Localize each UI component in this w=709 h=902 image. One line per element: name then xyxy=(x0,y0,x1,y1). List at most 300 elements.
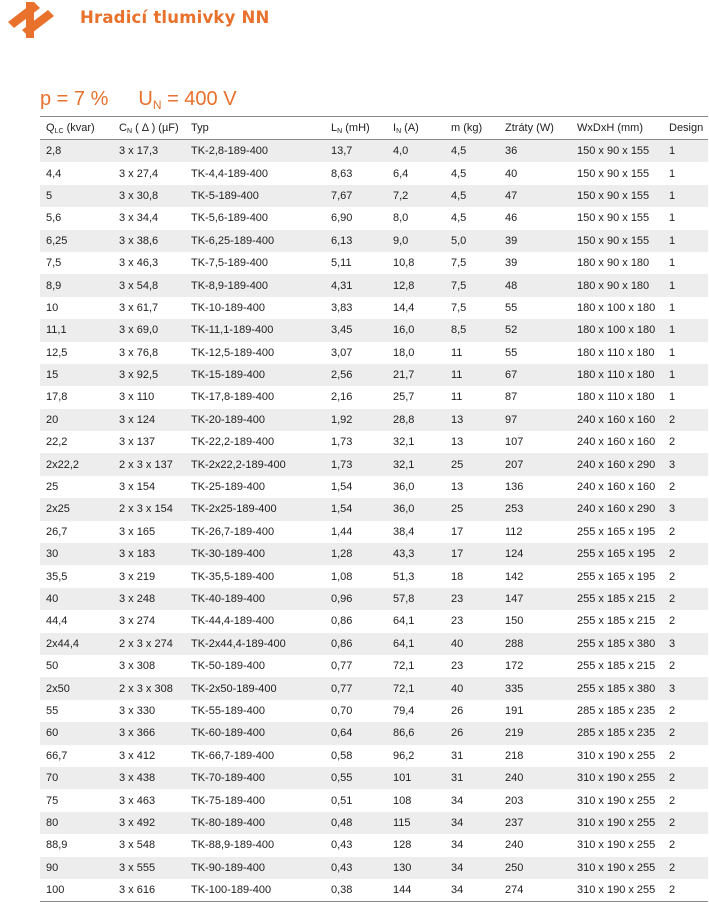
table-cell: 26 xyxy=(445,722,499,744)
table-cell: 60 xyxy=(40,722,113,744)
table-cell: 0,86 xyxy=(331,615,353,628)
table-cell: 25,7 xyxy=(393,391,415,404)
table-cell: TK-50-189-400 xyxy=(191,660,265,673)
table-cell: 285 x 185 x 235 xyxy=(571,722,663,744)
table-cell: 64,1 xyxy=(387,633,445,655)
table-cell: 3 x 154 xyxy=(119,481,156,494)
table-cell: 4,5 xyxy=(445,140,499,163)
table-cell: 8,9 xyxy=(40,274,113,296)
table-cell: 255 x 185 x 215 xyxy=(577,660,656,673)
table-cell: 7,67 xyxy=(325,185,387,207)
table-cell: 255 x 185 x 215 xyxy=(571,588,663,610)
table-cell: 4,5 xyxy=(451,212,467,225)
table-row xyxy=(40,162,708,184)
table-cell: 3 x 463 xyxy=(119,794,156,807)
table-row xyxy=(40,543,708,565)
table-cell: 13 xyxy=(451,481,464,494)
table-cell: 80 xyxy=(40,812,113,834)
table-cell: 240 x 160 x 160 xyxy=(577,436,656,449)
table-cell: 3 x 54,8 xyxy=(113,274,185,296)
table-cell: 3 x 274 xyxy=(119,615,156,628)
column-header-subscript: N xyxy=(126,127,133,135)
table-cell: 144 xyxy=(387,879,445,902)
table-row xyxy=(40,633,708,655)
table-cell: 3,45 xyxy=(325,319,387,341)
table-cell: 48 xyxy=(499,274,571,296)
table-row xyxy=(40,342,708,364)
table-cell: 2 x 3 x 137 xyxy=(113,453,185,475)
table-cell: 3 x 248 xyxy=(113,588,185,610)
table-cell: 250 xyxy=(499,857,571,879)
table-cell: 2 xyxy=(663,409,708,431)
table-cell: 18,0 xyxy=(393,346,415,359)
table-cell: 101 xyxy=(387,767,445,789)
table-row xyxy=(40,655,708,677)
reactor-spec-table xyxy=(40,116,708,902)
table-cell: 3 x 17,3 xyxy=(113,140,185,163)
column-header-subscript: N xyxy=(337,127,343,135)
table-row xyxy=(40,767,708,789)
table-body xyxy=(40,140,708,902)
table-cell: 0,70 xyxy=(331,704,353,717)
table-cell: 25 xyxy=(46,481,59,494)
table-row xyxy=(40,588,708,610)
table-row xyxy=(40,789,708,811)
table-cell: TK-8,9-189-400 xyxy=(185,274,325,296)
table-cell: 67 xyxy=(499,364,571,386)
table-cell: TK-10-189-400 xyxy=(191,301,265,314)
table-cell: 10,8 xyxy=(393,257,415,270)
table-cell: 6,25 xyxy=(40,230,113,252)
table-cell: TK-55-189-400 xyxy=(191,704,265,717)
table-cell: 26 xyxy=(451,704,464,717)
column-header-label: I xyxy=(393,121,397,134)
table-header-row xyxy=(40,117,708,140)
table-cell: 285 x 185 x 235 xyxy=(577,704,656,717)
table-cell: 2,56 xyxy=(325,364,387,386)
table-cell: 25 xyxy=(445,498,499,520)
column-header-label: C xyxy=(119,121,127,134)
column-header-label: Typ xyxy=(191,122,209,134)
table-cell: 86,6 xyxy=(387,722,445,744)
table-cell: 0,51 xyxy=(331,794,353,807)
table-cell: 3 x 34,4 xyxy=(119,212,159,225)
table-cell: 13,7 xyxy=(325,140,387,163)
table-cell: 25 xyxy=(445,453,499,475)
table-cell: 2x25 xyxy=(40,498,113,520)
table-cell: 240 xyxy=(499,767,571,789)
table-cell: TK-60-189-400 xyxy=(185,722,325,744)
table-cell: 40 xyxy=(445,633,499,655)
table-cell: 1 xyxy=(663,364,708,386)
table-cell: 17 xyxy=(445,543,499,565)
column-header xyxy=(445,117,499,140)
table-cell: 2 xyxy=(663,767,708,789)
table-cell: 2 x 3 x 154 xyxy=(113,498,185,520)
table-cell: 240 x 160 x 160 xyxy=(571,409,663,431)
table-cell: 6,13 xyxy=(325,230,387,252)
table-cell: 8,5 xyxy=(445,319,499,341)
table-cell: TK-70-189-400 xyxy=(185,767,325,789)
table-cell: TK-5-189-400 xyxy=(185,185,325,207)
table-cell: TK-25-189-400 xyxy=(191,481,265,494)
table-cell: 2 xyxy=(669,704,676,717)
table-cell: 240 x 160 x 290 xyxy=(571,453,663,475)
table-cell: 150 x 90 x 155 xyxy=(577,167,650,180)
table-cell: TK-2x25-189-400 xyxy=(185,498,325,520)
table-cell: 142 xyxy=(505,570,524,583)
table-cell: 40 xyxy=(40,588,113,610)
table-cell: 310 x 190 x 255 xyxy=(577,749,656,762)
table-cell: 18 xyxy=(451,570,464,583)
table-cell: 36,0 xyxy=(393,481,415,494)
table-cell: 12,8 xyxy=(387,274,445,296)
table-cell: 4,0 xyxy=(387,140,445,163)
table-cell: 2 xyxy=(669,525,676,538)
table-cell: 3 x 616 xyxy=(113,879,185,902)
column-header xyxy=(185,117,325,140)
table-cell: 38,4 xyxy=(393,525,415,538)
table-row xyxy=(40,364,708,386)
table-cell: 2 xyxy=(663,857,708,879)
table-cell: TK-80-189-400 xyxy=(185,812,325,834)
table-cell: 219 xyxy=(499,722,571,744)
table-cell: 1 xyxy=(669,346,676,359)
table-cell: 255 x 165 x 195 xyxy=(571,543,663,565)
table-cell: 21,7 xyxy=(387,364,445,386)
table-cell: 1 xyxy=(663,274,708,296)
table-cell: 7,5 xyxy=(46,257,62,270)
table-cell: 28,8 xyxy=(387,409,445,431)
table-cell: 5,11 xyxy=(331,257,352,270)
table-cell: TK-100-189-400 xyxy=(185,879,325,902)
table-cell: 3 x 69,0 xyxy=(113,319,185,341)
table-cell: 55 xyxy=(505,346,518,359)
table-cell: 2x50 xyxy=(40,677,113,699)
table-cell: 34 xyxy=(451,839,464,852)
table-row xyxy=(40,834,708,856)
table-cell: TK-6,25-189-400 xyxy=(185,230,325,252)
table-row xyxy=(40,252,708,274)
table-cell: TK-17,8-189-400 xyxy=(191,391,275,404)
table-cell: 2 xyxy=(669,839,676,852)
table-cell: 2,8 xyxy=(40,140,113,163)
table-cell: 3 x 38,6 xyxy=(113,230,185,252)
table-row xyxy=(40,386,708,408)
column-header-label: Ztráty (W) xyxy=(505,122,554,134)
table-cell: 22,2 xyxy=(46,436,68,449)
table-cell: 3 x 438 xyxy=(113,767,185,789)
table-cell: 240 x 160 x 160 xyxy=(577,481,656,494)
table-cell: 15 xyxy=(40,364,113,386)
table-cell: 1,92 xyxy=(325,409,387,431)
table-cell: 107 xyxy=(505,436,524,449)
table-cell: 26,7 xyxy=(46,525,68,538)
table-cell: TK-2x50-189-400 xyxy=(185,677,325,699)
table-cell: 5 xyxy=(40,185,113,207)
table-cell: 5,6 xyxy=(46,212,62,225)
table-cell: 50 xyxy=(46,660,59,673)
table-cell: 180 x 90 x 180 xyxy=(571,274,663,296)
table-cell: 31 xyxy=(445,767,499,789)
table-cell: 0,86 xyxy=(325,633,387,655)
table-cell: 4,5 xyxy=(451,167,467,180)
table-row xyxy=(40,700,708,722)
table-cell: 17,8 xyxy=(46,391,68,404)
table-cell: 3 xyxy=(663,633,708,655)
table-cell: 8,0 xyxy=(393,212,409,225)
column-header-label: Design xyxy=(669,122,704,134)
table-row xyxy=(40,498,708,520)
table-cell: 255 x 165 x 195 xyxy=(577,570,656,583)
table-cell: 40 xyxy=(505,167,518,180)
table-cell: 3 x 30,8 xyxy=(113,185,185,207)
table-cell: 310 x 190 x 255 xyxy=(571,879,663,902)
table-cell: 255 x 185 x 380 xyxy=(571,633,663,655)
table-cell: 51,3 xyxy=(393,570,415,583)
table-cell: 255 x 185 x 215 xyxy=(577,615,656,628)
table-cell: 20 xyxy=(40,409,113,431)
table-cell: TK-75-189-400 xyxy=(191,794,265,807)
table-row xyxy=(40,409,708,431)
table-cell: 191 xyxy=(505,704,524,717)
table-cell: 79,4 xyxy=(393,704,415,717)
table-cell: 2 xyxy=(669,615,676,628)
table-cell: 0,48 xyxy=(325,812,387,834)
table-row xyxy=(40,230,708,252)
table-row xyxy=(40,274,708,296)
table-cell: 13 xyxy=(445,409,499,431)
table-cell: 34 xyxy=(445,812,499,834)
table-cell: TK-66,7-189-400 xyxy=(191,749,275,762)
table-cell: 4,31 xyxy=(325,274,387,296)
table-cell: 4,4 xyxy=(46,167,62,180)
table-cell: 90 xyxy=(40,857,113,879)
table-cell: 31 xyxy=(451,749,464,762)
table-cell: 2,16 xyxy=(331,391,353,404)
column-header-unit: (mH) xyxy=(342,121,370,134)
table-cell: 3 x 110 xyxy=(119,391,155,404)
table-cell: 3,07 xyxy=(331,346,353,359)
table-cell: 13 xyxy=(451,436,464,449)
table-cell: 64,1 xyxy=(393,615,415,628)
table-cell: 7,5 xyxy=(445,274,499,296)
table-cell: 2 xyxy=(669,749,676,762)
table-cell: TK-26,7-189-400 xyxy=(191,525,275,538)
table-cell: 8,63 xyxy=(331,167,353,180)
table-cell: 288 xyxy=(499,633,571,655)
table-cell: 3 x 555 xyxy=(113,857,185,879)
column-header-label: WxDxH (mm) xyxy=(577,122,643,134)
table-cell: 3 x 492 xyxy=(113,812,185,834)
table-cell: 3 x 137 xyxy=(119,436,156,449)
table-cell: 207 xyxy=(499,453,571,475)
table-row xyxy=(40,857,708,879)
table-cell: 3 x 61,7 xyxy=(119,301,159,314)
table-cell: 44,4 xyxy=(46,615,68,628)
table-cell: 1,73 xyxy=(325,453,387,475)
column-header xyxy=(387,117,445,140)
table-cell: 0,77 xyxy=(331,660,353,673)
table-cell: 310 x 190 x 255 xyxy=(571,767,663,789)
table-row xyxy=(40,610,708,632)
table-cell: 40 xyxy=(445,677,499,699)
table-cell: 11 xyxy=(451,346,463,359)
table-cell: 7,2 xyxy=(387,185,445,207)
table-row xyxy=(40,812,708,834)
table-cell: 23 xyxy=(451,615,464,628)
table-cell: TK-30-189-400 xyxy=(185,543,325,565)
table-cell: 70 xyxy=(40,767,113,789)
table-row xyxy=(40,297,708,319)
column-header xyxy=(499,117,571,140)
table-cell: 39 xyxy=(505,257,518,270)
table-cell: TK-11,1-189-400 xyxy=(185,319,325,341)
table-cell: 2 xyxy=(663,722,708,744)
table-cell: TK-4,4-189-400 xyxy=(191,167,269,180)
table-cell: 14,4 xyxy=(393,301,415,314)
table-cell: 1 xyxy=(669,212,676,225)
table-cell: 23 xyxy=(445,588,499,610)
table-cell: 3 xyxy=(663,498,708,520)
table-cell: TK-7,5-189-400 xyxy=(191,257,269,270)
table-cell: 96,2 xyxy=(393,749,415,762)
table-cell: 0,55 xyxy=(325,767,387,789)
brand-logo-icon xyxy=(6,0,56,40)
table-cell: 124 xyxy=(499,543,571,565)
table-row xyxy=(40,207,708,229)
table-row xyxy=(40,745,708,767)
table-cell: 335 xyxy=(499,677,571,699)
table-cell: 2 xyxy=(663,812,708,834)
percent-parameter: p = 7 % xyxy=(40,88,109,110)
table-cell: 3 x 183 xyxy=(113,543,185,565)
table-cell: 274 xyxy=(499,879,571,902)
table-cell: 150 xyxy=(505,615,524,628)
table-cell: 3 x 124 xyxy=(113,409,185,431)
table-cell: 75 xyxy=(46,794,59,807)
table-cell: 310 x 190 x 255 xyxy=(571,812,663,834)
table-cell: 1 xyxy=(663,319,708,341)
table-cell: 87 xyxy=(505,391,518,404)
table-row xyxy=(40,319,708,341)
table-cell: 36 xyxy=(499,140,571,163)
table-cell: 7,5 xyxy=(451,257,467,270)
table-row xyxy=(40,453,708,475)
table-cell: 172 xyxy=(505,660,524,673)
table-cell: TK-35,5-189-400 xyxy=(191,570,275,583)
table-cell: 255 x 165 x 195 xyxy=(577,525,656,538)
table-row xyxy=(40,722,708,744)
table-cell: 52 xyxy=(499,319,571,341)
table-row xyxy=(40,565,708,587)
table-cell: 36,0 xyxy=(387,498,445,520)
table-cell: 180 x 110 x 180 xyxy=(577,346,655,359)
table-cell: 115 xyxy=(387,812,445,834)
table-cell: 2x44,4 xyxy=(40,633,113,655)
table-cell: 12,5 xyxy=(46,346,68,359)
table-cell: 2 x 3 x 274 xyxy=(113,633,185,655)
voltage-symbol: U xyxy=(138,88,153,110)
table-cell: 180 x 100 x 180 xyxy=(571,319,663,341)
table-cell: 16,0 xyxy=(387,319,445,341)
column-header-subscript: LC xyxy=(54,127,64,135)
table-cell: 2 xyxy=(669,794,676,807)
table-cell: 203 xyxy=(505,794,524,807)
table-cell: 0,64 xyxy=(325,722,387,744)
table-cell: 150 x 90 x 155 xyxy=(577,212,650,225)
table-cell: 2 xyxy=(663,543,708,565)
table-cell: 255 x 185 x 380 xyxy=(571,677,663,699)
column-header xyxy=(571,117,663,140)
table-row xyxy=(40,879,708,902)
table-cell: TK-44,4-189-400 xyxy=(191,615,275,628)
table-cell: 88,9 xyxy=(46,839,68,852)
table-cell: TK-5,6-189-400 xyxy=(191,212,269,225)
table-cell: TK-2x22,2-189-400 xyxy=(185,453,325,475)
table-cell: 34 xyxy=(451,794,464,807)
table-cell: 3 xyxy=(663,453,708,475)
table-cell: 1,08 xyxy=(331,570,353,583)
table-cell: 2 xyxy=(669,436,676,449)
table-cell: 6,90 xyxy=(331,212,353,225)
table-cell: 72,1 xyxy=(387,677,445,699)
table-cell: 3 x 92,5 xyxy=(113,364,185,386)
table-cell: 1 xyxy=(669,167,676,180)
parameters-line xyxy=(40,88,237,112)
column-header xyxy=(40,117,113,140)
table-cell: 6,4 xyxy=(393,167,409,180)
table-cell: 100 xyxy=(40,879,113,902)
table-cell: 253 xyxy=(499,498,571,520)
column-header-label: m (kg) xyxy=(451,122,483,134)
table-cell: 55 xyxy=(505,301,518,314)
table-cell: 35,5 xyxy=(46,570,68,583)
table-cell: 3 x 548 xyxy=(119,839,156,852)
table-row xyxy=(40,521,708,543)
table-cell: 3 x 46,3 xyxy=(119,257,159,270)
table-cell: 7,5 xyxy=(451,301,467,314)
table-cell: 150 x 90 x 155 xyxy=(571,185,663,207)
table-cell: 0,77 xyxy=(325,677,387,699)
table-cell: 3 x 165 xyxy=(119,525,156,538)
table-cell: 180 x 90 x 180 xyxy=(577,257,650,270)
table-cell: 39 xyxy=(499,230,571,252)
column-header-unit: (A) xyxy=(401,121,419,134)
table-cell: 310 x 190 x 255 xyxy=(577,794,656,807)
table-cell: TK-2,8-189-400 xyxy=(185,140,325,163)
table-cell: 237 xyxy=(499,812,571,834)
table-cell: 1,54 xyxy=(331,481,353,494)
table-row xyxy=(40,476,708,498)
table-cell: 2 xyxy=(663,879,708,902)
table-cell: 108 xyxy=(393,794,412,807)
table-cell: TK-12,5-189-400 xyxy=(191,346,275,359)
column-header-unit: (kvar) xyxy=(63,121,95,134)
table-cell: 3 x 412 xyxy=(119,749,156,762)
column-header-label: L xyxy=(331,121,338,134)
column-header xyxy=(663,117,708,140)
table-cell: 150 x 90 x 155 xyxy=(571,230,663,252)
table-cell: 128 xyxy=(393,839,412,852)
table-cell: 240 xyxy=(505,839,524,852)
column-header-subscript: N xyxy=(396,127,402,135)
table-cell: 2 xyxy=(663,588,708,610)
table-cell: 3,83 xyxy=(331,301,353,314)
table-cell: 0,38 xyxy=(325,879,387,902)
table-cell: 1 xyxy=(663,230,708,252)
table-cell: TK-88,9-189-400 xyxy=(191,839,275,852)
